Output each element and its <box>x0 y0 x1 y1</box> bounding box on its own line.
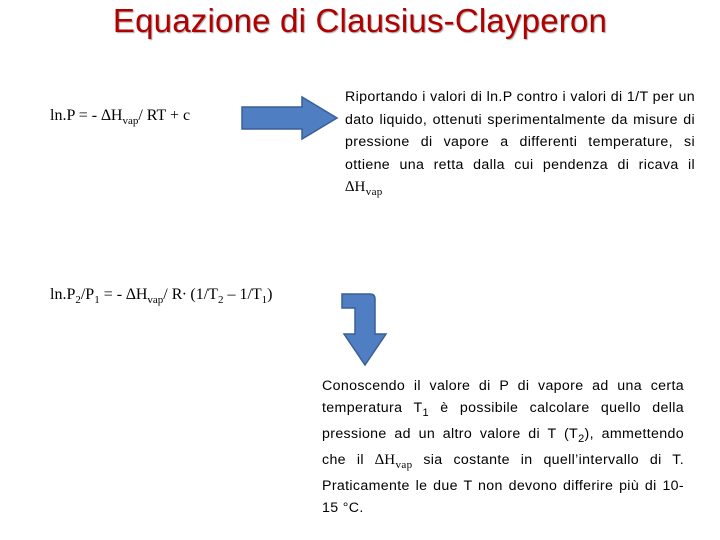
eq1-sub: vap <box>122 115 139 128</box>
eq2-s2: 1 <box>94 294 100 307</box>
equation-1 <box>50 107 190 127</box>
eq2-mid: = - <box>99 286 127 303</box>
para2-t2: è possibile calcolare quello della pressione ad un altro valore di T (T <box>322 399 684 442</box>
right-arrow-icon <box>240 95 340 141</box>
eq2-s1: 2 <box>75 294 81 307</box>
eq2-s3: 2 <box>217 294 224 307</box>
eq2-delta: ∆H <box>126 286 148 303</box>
para1-sub: vap <box>365 185 383 198</box>
para2-s1: 1 <box>422 406 429 419</box>
paragraph-1 <box>345 86 695 203</box>
eq1-prefix: ln.P = - <box>50 107 102 124</box>
eq2-minus: – 1/T <box>223 286 262 303</box>
eq2-s4: 1 <box>261 294 268 307</box>
para2-sub: vap <box>395 458 413 471</box>
eq2-rest: / R∙ (1/T <box>163 286 218 303</box>
para1-text: Riportando i valori di ln.P contro i valori di 1/T per un dato liquido, ottenuti sperimentalmente da misure di pressione di vapore a differenti temperature, si ottiene una retta dalla cui pendenza di ricava il <box>345 89 695 173</box>
para2-t4: sia costante in quell’intervallo di T. Praticamente le due T non devono differire più di 10-15 °C. <box>322 452 684 516</box>
eq2-ln: ln.P <box>50 286 76 303</box>
para2-s2: 2 <box>578 432 585 445</box>
equation-2 <box>50 286 273 306</box>
eq2-slash: /P <box>80 286 95 303</box>
paragraph-2 <box>322 376 684 519</box>
eq1-suffix: / RT + c <box>138 107 191 124</box>
page-title: Equazione di Clausius-Clayperon <box>112 2 608 39</box>
para2-delta: ∆H <box>374 452 396 469</box>
eq1-delta: ∆H <box>101 107 123 124</box>
para2-t1: Conoscendo il valore di P di vapore ad una certa temperatura T <box>322 378 684 416</box>
para2-t3: ), ammettendo che il <box>322 425 684 469</box>
eq2-sub: vap <box>147 294 164 307</box>
para1-delta: ∆H <box>345 179 366 195</box>
eq2-close: ) <box>267 286 273 303</box>
bent-down-arrow-icon <box>340 290 390 368</box>
